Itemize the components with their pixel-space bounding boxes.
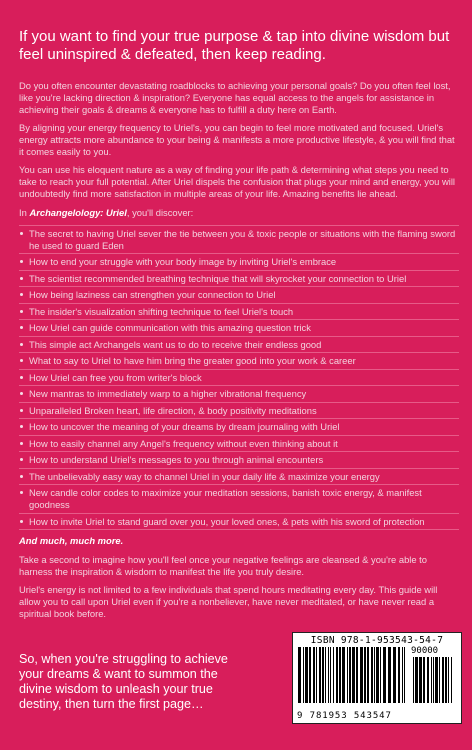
barcode-bar [448, 657, 449, 703]
price-bars [411, 657, 455, 703]
list-item: New mantras to immediately warp to a higher vibrational frequency [19, 386, 459, 403]
isbn-label: ISBN 978-1-953543-54-7 [310, 635, 444, 646]
barcode-bar [427, 657, 429, 703]
list-item: This simple act Archangels want us to do to receive their endless good [19, 337, 459, 354]
intro-suffix: , you'll discover: [126, 206, 194, 218]
price-code: 90000 [411, 646, 439, 656]
list-item: How Uriel can guide communication with this amazing question trick [19, 320, 459, 337]
list-item: How to understand Uriel's messages to you through animal encounters [19, 452, 459, 469]
barcode-bar [325, 647, 326, 703]
barcode-bar [347, 647, 348, 703]
list-item: The secret to having Uriel sever the tie between you & toxic people or situations with the flaming sword he used to guard Eden [19, 226, 459, 254]
barcode-bar [415, 657, 418, 703]
list-item: How to easily channel any Angel's frequency without even thinking about it [19, 436, 459, 453]
barcode-bar [333, 647, 334, 703]
closing-paragraph: Uriel's energy is not limited to a few individuals that spend hours meditating every day. This guide will allow you to call upon Uriel even if you're a nonbeliever, have never meditated, or have never read a spiritual book before. [19, 584, 438, 619]
paragraph: You can use his eloquent nature as a way of finding your life path & determining what steps you need to take to reach your full potential. After Uriel dispels the confusion that plugs your mind and energy, you will undoubtedly find more satisfaction in multiple areas of your life. Amazing benefits lie ahead. [19, 164, 455, 200]
list-item: What to say to Uriel to have him bring the greater good into your work & career [19, 353, 459, 370]
barcode-bar [435, 657, 438, 703]
barcode-bar [442, 657, 444, 703]
barcode-bar [360, 647, 363, 703]
list-item: How Uriel can free you from writer's block [19, 370, 459, 387]
barcode-bar [319, 647, 321, 703]
list-item: How to uncover the meaning of your dreams by dream journaling with Uriel [19, 419, 459, 436]
list-item: New candle color codes to maximize your meditation sessions, banish toxic energy, & manifest goodness [19, 485, 459, 513]
call-to-action: So, when you're struggling to achieve your dreams & want to summon the divine wisdom to unleash your true destiny, then turn the first page… [19, 652, 228, 711]
barcode-bar [423, 657, 425, 703]
barcode-bar [374, 647, 375, 703]
list-item: Unparalleled Broken heart, life direction, & body positivity meditations [19, 403, 459, 420]
barcode-bar [316, 647, 317, 703]
barcode-bar [328, 647, 329, 703]
barcode-bar [380, 647, 381, 703]
book-title: Archangelology: Uriel [29, 206, 127, 218]
description-body [19, 80, 459, 626]
barcode-bar [413, 657, 414, 703]
barcode-bar [383, 647, 386, 703]
barcode-bar [402, 647, 403, 703]
barcode-bar [445, 657, 447, 703]
isbn-digits: 9 781953 543547 [297, 711, 392, 721]
intro-prefix: In [19, 206, 30, 218]
barcode-bar [433, 657, 434, 703]
barcode-bar [342, 647, 345, 703]
barcode-bar [404, 647, 405, 703]
and-more-text: And much, much more. [19, 535, 124, 547]
list-item: How to end your struggle with your body image by inviting Uriel's embrace [19, 254, 459, 271]
list-item: The insider's visualization shifting technique to feel Uriel's touch [19, 304, 459, 321]
barcode-bar [367, 647, 369, 703]
barcode-bar [393, 647, 396, 703]
list-item: The scientist recommended breathing technique that will skyrocket your connection to Uriel [19, 271, 459, 288]
discover-list [19, 225, 459, 530]
paragraph: Do you often encounter devastating roadblocks to achieving your personal goals? Do you often feel lost, like you're lacking direction & inspiration? Everyone has equal access to the angels for assistance in achieving their goals & dreams & everyone has to fulfill a duty here on Earth. [19, 80, 451, 115]
barcode-bar [356, 647, 358, 703]
paragraph: By aligning your energy frequency to Uriel's, you can begin to feel more motivated and focused. Uriel's energy attracts more abundance to your being & manifests a more productive lifestyle, & you will find that it comes easily to you. [19, 122, 455, 158]
barcode-bar [322, 647, 324, 703]
closing-paragraph: Take a second to imagine how you'll feel once your negative feelings are cleansed & you're able to harness the inspiration & wisdom to manifest the life you truly desire. [19, 553, 427, 577]
barcode-bar [303, 647, 304, 703]
list-item: The unbelievably easy way to channel Uriel in your daily life & maximize your energy [19, 469, 459, 486]
barcode-bar [451, 657, 452, 703]
barcode-bar [349, 647, 351, 703]
barcode-bar [376, 647, 379, 703]
barcode-bar [305, 647, 308, 703]
barcode-bar [336, 647, 338, 703]
barcode-bar [309, 647, 311, 703]
barcode-bar [371, 647, 373, 703]
barcode-bars [296, 647, 408, 703]
barcode-bar [330, 647, 331, 703]
barcode-bar [431, 657, 432, 703]
barcode-bar [439, 657, 440, 703]
barcode-bar [339, 647, 341, 703]
barcode-bar [313, 647, 315, 703]
list-item: How to invite Uriel to stand guard over you, your loved ones, & pets with his sword of protection [19, 514, 459, 531]
barcode-bar [364, 647, 366, 703]
barcode-bar [398, 647, 400, 703]
barcode-bar [298, 647, 301, 703]
list-item: How being laziness can strengthen your connection to Uriel [19, 287, 459, 304]
barcode-bar [388, 647, 391, 703]
discover-intro [19, 207, 459, 219]
headline: If you want to find your true purpose & tap into divine wisdom but feel uninspired & defeated, then keep reading. [19, 28, 450, 63]
barcode-bar [419, 657, 422, 703]
barcode-bar [352, 647, 355, 703]
isbn-barcode [292, 632, 462, 724]
